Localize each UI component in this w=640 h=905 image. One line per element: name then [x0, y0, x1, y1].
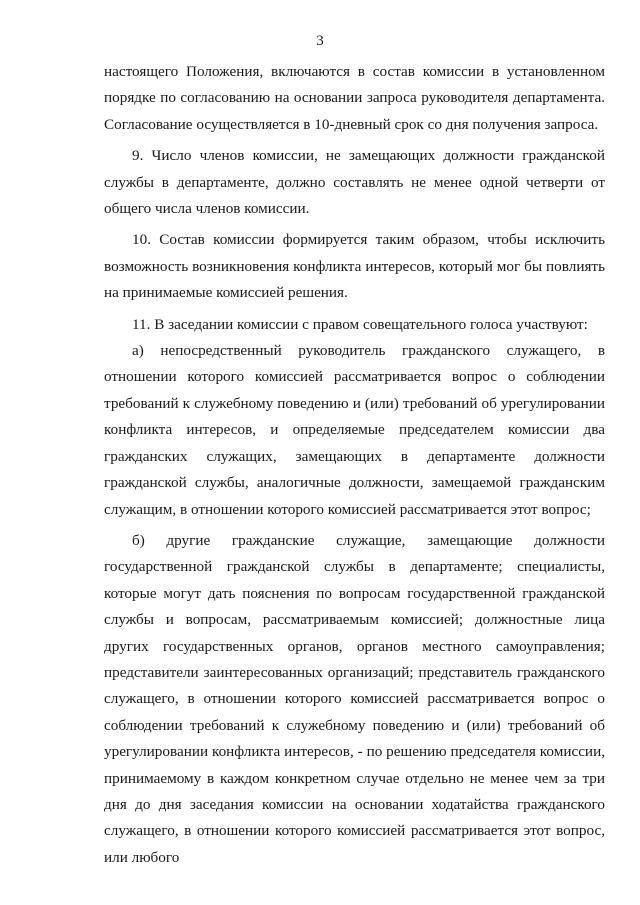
paragraph-subitem-a: а) непосредственный руководитель гражданского служащего, в отношении которого комиссией рассматривается вопрос о соблюдении требований к служебному поведению и (или) требований об урегулировании конфликта интересов, и определяемые председателем комиссии два гражданских служащих, замещающих в департаменте должности гражданской службы, аналогичные должности, замещаемой гражданским служащим, в отношении которого комиссией рассматривается этот вопрос; — [104, 342, 605, 518]
paragraph-item-9: 9. Число членов комиссии, не замещающих должности гражданской службы в департаменте, должно составлять не менее одной четверти от общего числа членов комиссии. — [104, 147, 605, 218]
paragraph-continuation: настоящего Положения, включаются в состав комиссии в установленном порядке по согласованию на основании запроса руководителя департамента. Согласование осуществляется в 10-дневный срок со дня получения запроса. — [104, 63, 605, 133]
paragraph-subitem-b: б) другие гражданские служащие, замещающие должности государственной гражданской службы в департаменте; специалисты, которые могут дать пояснения по вопросам государственной гражданской службы и вопросам, рассматриваемым комиссией; должностные лица других государственных органов, органов местного самоуправления; представители заинтересованных организаций; представитель гражданского служащего, в отношении которого комиссией рассматривается вопрос о соблюдении требований к служебному поведению и (или) требований об урегулировании конфликта интересов, - по решению председателя комиссии, принимаемому в каждом конкретном случае отдельно не менее чем за три дня до дня заседания комиссии на основании ходатайства гражданского служащего, в отношении которого комиссией рассматривается этот вопрос, или любого — [104, 531, 605, 866]
paragraph-item-11: 11. В заседании комиссии с правом совещательного голоса участвуют: — [132, 315, 588, 333]
page-number: 3 — [316, 33, 324, 49]
paragraph-item-10: 10. Состав комиссии формируется таким образом, чтобы исключить возможность возникновения конфликта интересов, который мог бы повлиять на принимаемые комиссией решения. — [104, 231, 605, 302]
document-body — [104, 59, 605, 871]
